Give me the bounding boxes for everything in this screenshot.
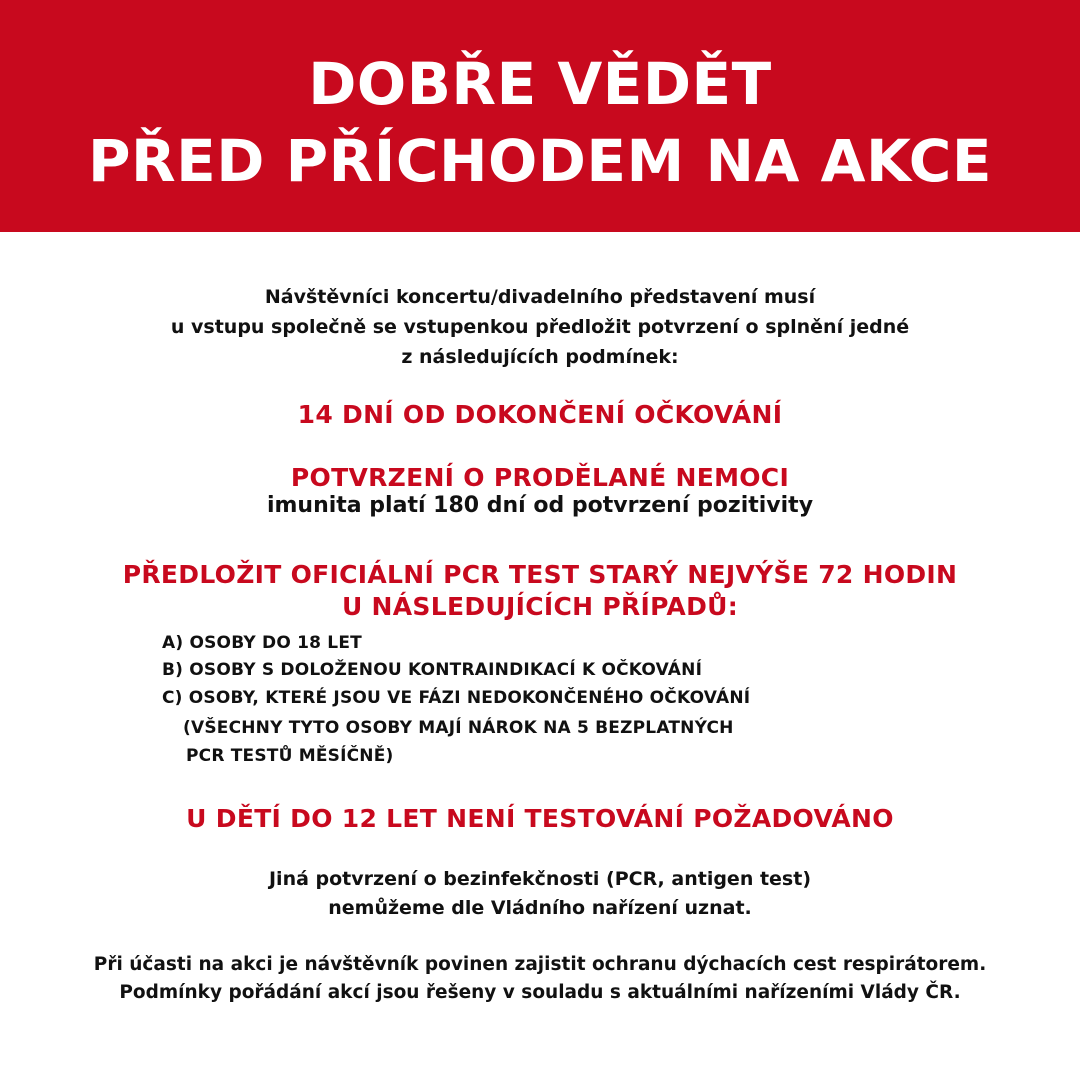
pcr-case-item-b: B) OSOBY S DOLOŽENOU KONTRAINDIKACÍ K OČKOVÁNÍ (162, 660, 703, 680)
intro-line-2: u vstupu společně se vstupenkou předložit potvrzení o splnění jedné (170, 316, 910, 338)
page-title-line2: PŘED PŘÍCHODEM NA AKCE (88, 127, 992, 195)
intro-line-3: z následujících podmínek: (401, 346, 679, 368)
condition-pcr-title-line2: U NÁSLEDUJÍCÍCH PŘÍPADŮ: (341, 592, 739, 621)
pcr-case-item-c: C) OSOBY, KTERÉ JSOU VE FÁZI NEDOKONČENÉHO OČKOVÁNÍ (162, 688, 751, 708)
pcr-note-line-2: PCR TESTŮ MĚSÍČNĚ) (186, 746, 394, 766)
condition-vaccination: 14 DNÍ OD DOKONČENÍ OČKOVÁNÍ (297, 400, 783, 429)
page-title-line1: DOBŘE VĚDĚT (308, 50, 772, 118)
footer-line-1: Při účasti na akci je návštěvník povinen zajistit ochranu dýchacích cest respirátorem. (93, 954, 987, 975)
condition-pcr-title-line1: PŘEDLOŽIT OFICIÁLNÍ PCR TEST STARÝ NEJVÝŠE 72 HODIN (122, 560, 958, 589)
footer-line-2: Podmínky pořádání akcí jsou řešeny v souladu s aktuálními nařízeními Vlády ČR. (119, 982, 961, 1003)
pcr-case-item-a: A) OSOBY DO 18 LET (162, 633, 362, 653)
intro-line-1: Návštěvníci koncertu/divadelního představení musí (264, 286, 816, 308)
other-certificates-line-2: nemůžeme dle Vládního nařízení uznat. (328, 897, 752, 919)
condition-recovered-subtitle: imunita platí 180 dní od potvrzení pozitivity (266, 493, 814, 518)
pcr-note-line-1: (VŠECHNY TYTO OSOBY MAJÍ NÁROK NA 5 BEZPLATNÝCH (183, 718, 734, 738)
condition-children: U DĚTÍ DO 12 LET NENÍ TESTOVÁNÍ POŽADOVÁNO (186, 804, 894, 833)
other-certificates-line-1: Jiná potvrzení o bezinfekčnosti (PCR, antigen test) (268, 868, 812, 890)
condition-recovered-title: POTVRZENÍ O PRODĚLANÉ NEMOCI (290, 463, 790, 492)
